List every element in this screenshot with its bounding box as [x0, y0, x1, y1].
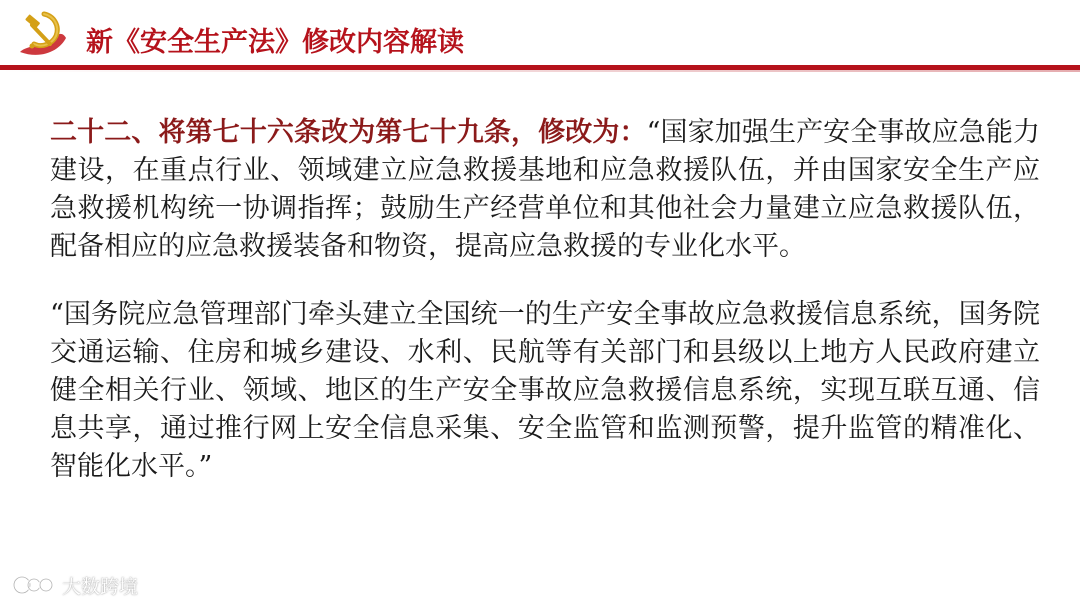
watermark-text: 大数跨境 — [62, 575, 139, 598]
title-underline-shadow — [0, 70, 1080, 72]
page-title: 新《安全生产法》修改内容解读 — [86, 27, 464, 58]
amendment-text-2: “国务院应急管理部门牵头建立全国统一的生产安全事故应急救援信息系统，国务院交通运输、住房和城乡建设、水利、民航等有关部门和县级以上地方人民政府建立健全相关行业、领域、地区的生产安全事故应急救援信息系统，实现互联互通、信息共享，通过推行网上安全信息采集、安全监管和监测预警，提升监管的精准化、智能化水平。” — [50, 299, 1040, 482]
paragraph-2 — [50, 296, 1040, 486]
amendment-heading: 二十二、将第七十六条改为第七十九条，修改为： — [50, 117, 647, 148]
slide-body — [50, 114, 1040, 486]
paragraph-1 — [50, 114, 1040, 266]
amendment-text-1: “国家加强生产安全事故应急能力建设，在重点行业、领域建立应急救援基地和应急救援队伍，并由国家安全生产应急救援机构统一协调指挥；鼓励生产经营单位和其他社会力量建立应急救援队伍，配备相应的应急救援装备和物资，提高应急救援的专业化水平。 — [50, 117, 1040, 262]
slide-header — [0, 0, 1080, 72]
watermark — [12, 572, 138, 598]
watermark-logo-icon — [12, 573, 56, 597]
party-emblem-icon — [14, 8, 70, 64]
